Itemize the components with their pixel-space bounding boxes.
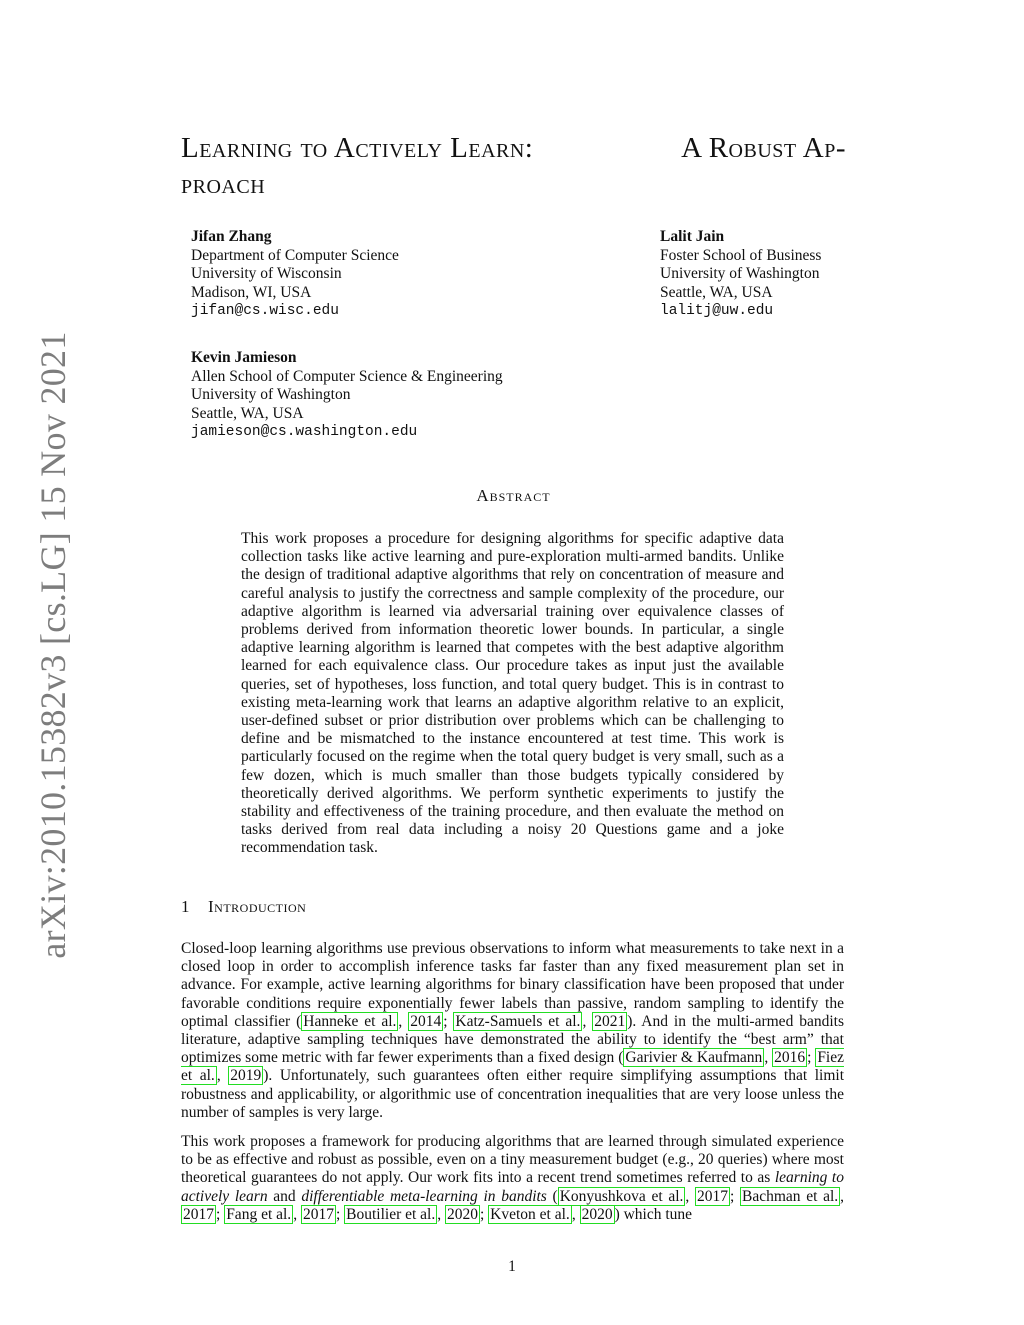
author-univ: University of Washington bbox=[660, 265, 820, 282]
arxiv-stamp bbox=[0, 0, 80, 1325]
citation-link[interactable]: 2021 bbox=[594, 1012, 626, 1030]
citation-link[interactable]: Kveton et al. bbox=[490, 1205, 570, 1223]
text-run: ) which tune bbox=[614, 1205, 693, 1223]
text-run: ; bbox=[479, 1205, 489, 1223]
author-univ: University of Washington bbox=[191, 386, 351, 403]
text-run: , bbox=[437, 1205, 445, 1223]
author-dept: Foster School of Business bbox=[660, 246, 822, 264]
text-run: , bbox=[293, 1205, 301, 1223]
citation-link[interactable]: 2014 bbox=[410, 1012, 442, 1030]
text-run: , bbox=[685, 1187, 695, 1205]
citation-link[interactable]: Garivier & Kaufmann bbox=[625, 1049, 763, 1067]
section-number: 1 bbox=[181, 897, 190, 916]
title-line1-b: A Robust Ap- bbox=[681, 132, 846, 164]
citation-link[interactable]: 2017 bbox=[696, 1187, 728, 1205]
citation-link[interactable]: 2017 bbox=[302, 1205, 334, 1223]
text-run: , bbox=[840, 1187, 845, 1205]
citation-link[interactable]: Fiez et al. bbox=[181, 1049, 844, 1085]
author-name: Lalit Jain bbox=[660, 228, 725, 245]
author-location: Madison, WI, USA bbox=[191, 283, 312, 301]
author-email[interactable]: lalitj@uw.edu bbox=[660, 303, 774, 319]
author-email[interactable]: jifan@cs.wisc.edu bbox=[191, 303, 339, 319]
abstract-text: This work proposes a procedure for designing algorithms for specific adaptive data collection tasks like active learning and pure-exploration multi-armed bandits. Unlike the design of traditional adaptive algorithms that rely on concentration of measure and careful analysis to justify the correctness and sample complexity of the procedure, our adaptive algorithm is learned via adversarial training over equivalence classes of problems derived from information theoretic lower bounds. In particular, a single adaptive learning algorithm is learned that competes with the best adaptive algorithm learned for each equivalence class. Our procedure takes as input just the available queries, set of hypotheses, loss function, and total query budget. This is in contrast to existing meta-learning work that learns an adaptive algorithm relative to an explicit, user-defined subset or prior distribution over problems which can be challenging to define and be mismatched to the instance encountered at test time. This work is particularly focused on the regime when the total query budget is very small, such as a few dozen, which is much smaller than those budgets typically considered by theoretically derived algorithms. We perform synthetic experiments to justify the stability and effectiveness of the training procedure, and then evaluate the method on tasks derived from real data including a noisy 20 Questions game and a joke recommendation task. bbox=[241, 530, 784, 857]
intro-paragraph-1 bbox=[181, 940, 844, 1122]
author-univ: University of Wisconsin bbox=[191, 265, 342, 282]
author-block-2 bbox=[660, 228, 821, 321]
text-run: ; bbox=[216, 1205, 225, 1223]
citation-link[interactable]: Hanneke et al. bbox=[303, 1012, 397, 1030]
text-run: Closed-loop learning algorithms use previous observations to inform what measurements to take next in a closed loop in order to accomplish inference tasks far faster than any fixed measurement plan set in advance. For example, active learning algorithms for binary classification have been proposed that under favorable conditions require exponentially fewer labels than passive, random sampling to identify the optimal classifier ( bbox=[181, 940, 844, 1030]
section-heading bbox=[181, 897, 306, 917]
emphasis: differentiable meta-learning in bandits bbox=[301, 1187, 547, 1205]
text-run: ). And in the multi-armed bandits literature, adaptive sampling techniques have demonstrated the ability to identify the “best arm” that optimizes some metric with far fewer experiments than a fixed design ( bbox=[181, 1012, 844, 1067]
citation-link[interactable]: 2016 bbox=[774, 1049, 806, 1067]
author-location: Seattle, WA, USA bbox=[191, 404, 304, 422]
citation-link[interactable]: 2020 bbox=[446, 1205, 478, 1223]
citation-link[interactable]: Boutilier et al. bbox=[346, 1205, 436, 1223]
author-location: Seattle, WA, USA bbox=[660, 283, 773, 301]
text-run: , bbox=[398, 1012, 409, 1030]
text-run: ; bbox=[443, 1012, 454, 1030]
text-run: , bbox=[571, 1205, 580, 1223]
text-run: ( bbox=[546, 1187, 558, 1205]
text-run: ; bbox=[807, 1049, 816, 1067]
citation-link[interactable]: 2017 bbox=[183, 1205, 214, 1223]
text-run: ). Unfortunately, such guarantees often either require simplifying assumptions that limit robustness and applicability, or algorithmic use of concentration inequalities that are very loose unless the number of samples is very large. bbox=[181, 1067, 845, 1121]
title-line1-a: Learning to Actively Learn: bbox=[181, 132, 534, 164]
text-run: ; bbox=[335, 1205, 345, 1223]
citation-link[interactable]: Konyushkova et al. bbox=[559, 1187, 684, 1205]
author-email[interactable]: jamieson@cs.washington.edu bbox=[191, 424, 418, 440]
citation-link[interactable]: Fang et al. bbox=[226, 1205, 292, 1223]
author-name: Jifan Zhang bbox=[191, 228, 272, 245]
citation-link[interactable]: Katz-Samuels et al. bbox=[455, 1012, 581, 1030]
author-dept: Allen School of Computer Science & Engineering bbox=[191, 367, 503, 385]
text-run: , bbox=[216, 1067, 229, 1085]
paper-title bbox=[181, 130, 846, 202]
author-block-1 bbox=[191, 228, 399, 321]
intro-paragraph-2 bbox=[181, 1133, 844, 1224]
text-run: and bbox=[267, 1187, 302, 1205]
author-dept: Department of Computer Science bbox=[191, 246, 399, 264]
author-block-3 bbox=[191, 349, 503, 442]
text-run: This work proposes a framework for producing algorithms that are learned through simulated experience to be as effective and robust as possible, even on a tiny measurement budget (e.g., 20 queries) where most theoretical guarantees do not apply. Our work fits into a recent trend sometimes referred to as bbox=[181, 1133, 844, 1187]
citation-link[interactable]: 2019 bbox=[230, 1067, 262, 1085]
text-run: , bbox=[582, 1012, 593, 1030]
emphasis: learning to actively learn bbox=[181, 1169, 844, 1205]
citation-link[interactable]: 2020 bbox=[581, 1205, 613, 1223]
text-run: , bbox=[764, 1049, 773, 1067]
abstract-heading: Abstract bbox=[476, 486, 551, 505]
arxiv-id: arXiv:2010.15382v3 [cs.LG] 15 Nov 2021 bbox=[33, 331, 73, 959]
author-name: Kevin Jamieson bbox=[191, 349, 297, 366]
title-line2: proach bbox=[181, 168, 266, 200]
citation-link[interactable]: Bachman et al. bbox=[741, 1187, 839, 1205]
section-title: Introduction bbox=[208, 897, 307, 916]
page-number: 1 bbox=[508, 1258, 516, 1275]
text-run: ; bbox=[729, 1187, 740, 1205]
